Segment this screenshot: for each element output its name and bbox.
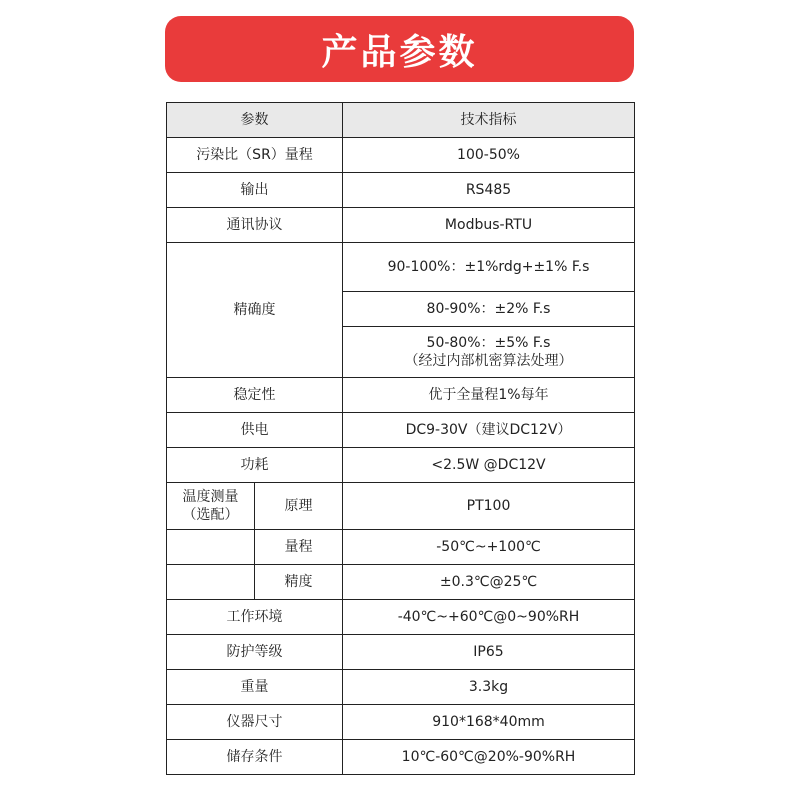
temperature-group-label (167, 483, 255, 530)
page-title: 产品参数 (321, 31, 478, 73)
row-label: 重量 (167, 670, 343, 705)
accuracy-range-value: 50-80%：±5% F.s (426, 335, 551, 351)
row-value: -40℃~+60℃@0~90%RH (343, 600, 635, 635)
row-value: 910*168*40mm (343, 705, 635, 740)
empty-cell (167, 565, 255, 600)
row-value: DC9-30V（建议DC12V） (343, 413, 635, 448)
row-value: <2.5W @DC12V (343, 448, 635, 483)
temperature-group-line1: 温度测量 (182, 489, 239, 505)
table-row (167, 705, 635, 740)
row-value: 80-90%：±2% F.s (343, 292, 635, 327)
header-param: 参数 (167, 103, 343, 138)
row-value: 100-50% (343, 138, 635, 173)
row-value: 90-100%：±1%rdg+±1% F.s (343, 243, 635, 292)
table-row (167, 740, 635, 775)
title-banner (165, 16, 634, 82)
table-row (167, 138, 635, 173)
table-row (167, 243, 635, 292)
table-row (167, 600, 635, 635)
row-label: 供电 (167, 413, 343, 448)
row-label: 输出 (167, 173, 343, 208)
row-label: 通讯协议 (167, 208, 343, 243)
row-label: 防护等级 (167, 635, 343, 670)
row-value: PT100 (343, 483, 635, 530)
row-value: RS485 (343, 173, 635, 208)
table-row (167, 670, 635, 705)
table-row (167, 413, 635, 448)
row-value: 3.3kg (343, 670, 635, 705)
row-label: 污染比（SR）量程 (167, 138, 343, 173)
row-label: 精度 (255, 565, 343, 600)
empty-cell (167, 530, 255, 565)
row-value: 优于全量程1%每年 (343, 378, 635, 413)
row-value: Modbus-RTU (343, 208, 635, 243)
row-value: 10℃-60℃@20%-90%RH (343, 740, 635, 775)
table-header-row (167, 103, 635, 138)
table-row (167, 378, 635, 413)
row-label: 量程 (255, 530, 343, 565)
table-row (167, 635, 635, 670)
table-row (167, 530, 635, 565)
row-label: 原理 (255, 483, 343, 530)
table-row (167, 565, 635, 600)
table-row (167, 173, 635, 208)
spec-table (166, 102, 635, 775)
temperature-group-line2: （选配） (182, 507, 239, 523)
row-label: 仪器尺寸 (167, 705, 343, 740)
accuracy-note: （经过内部机密算法处理） (404, 353, 573, 369)
row-label: 稳定性 (167, 378, 343, 413)
row-value: -50℃~+100℃ (343, 530, 635, 565)
table-row (167, 483, 635, 530)
row-value (343, 327, 635, 378)
table-row (167, 208, 635, 243)
header-spec: 技术指标 (343, 103, 635, 138)
row-label: 工作环境 (167, 600, 343, 635)
row-label: 储存条件 (167, 740, 343, 775)
table-row (167, 448, 635, 483)
row-value: ±0.3℃@25℃ (343, 565, 635, 600)
row-label: 精确度 (167, 243, 343, 378)
row-label: 功耗 (167, 448, 343, 483)
row-value: IP65 (343, 635, 635, 670)
